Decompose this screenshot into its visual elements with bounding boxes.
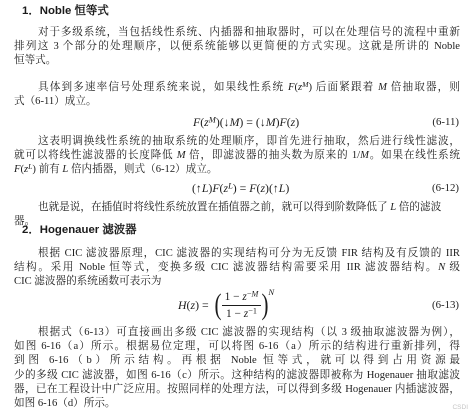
math-symbol: ) xyxy=(295,115,300,129)
inline-text: 就可以将线性滤波器的长度降低 xyxy=(14,150,177,162)
math-symbol: ( xyxy=(200,115,205,129)
math-variable: z xyxy=(290,115,296,129)
equation-number: (6-13) xyxy=(432,299,459,311)
paragraph-line: CIC 滤波器的系统函数可表示为 xyxy=(14,276,162,288)
math-superscript: M xyxy=(208,114,216,125)
paragraph xyxy=(14,135,460,178)
paragraph xyxy=(14,26,460,69)
math-symbol: (↑ xyxy=(192,181,202,195)
math-superscript: L xyxy=(228,180,233,191)
equation-lhs xyxy=(178,297,209,313)
math-symbol: ) = xyxy=(195,298,209,312)
math-variable: z xyxy=(260,181,266,195)
paragraph-line: 如图 6-16（a）所示。根据易位定理，可以将图 6-16（a）所示的结构进行重新排列，得 xyxy=(14,341,460,353)
math-variable: F xyxy=(193,115,201,129)
paragraph-line: 式（6-11）成立。 xyxy=(14,96,97,108)
math-variable: z xyxy=(243,307,249,320)
watermark: CSDI xyxy=(452,404,468,411)
math-symbol: ) xyxy=(275,115,280,129)
equation-number: (6-12) xyxy=(432,182,459,194)
math-variable: H xyxy=(178,298,187,312)
math-symbol: ( xyxy=(219,181,224,195)
paragraph-line xyxy=(14,163,460,177)
math-variable: L xyxy=(62,164,69,176)
math-variable: F xyxy=(287,82,295,93)
math-variable: F xyxy=(279,115,287,129)
fraction-denominator xyxy=(223,306,260,321)
equation xyxy=(178,287,274,323)
paragraph xyxy=(14,81,460,109)
math-symbol: ( xyxy=(286,115,291,129)
paragraph xyxy=(14,201,460,228)
paragraph-line: 排列这 3 个部分的处理顺序，以便系统能够以更简便的方式实现。这就是所讲的 Noble xyxy=(14,41,460,53)
math-symbol: ( xyxy=(294,82,298,93)
paragraph-line: 恒等式。 xyxy=(14,55,57,67)
inline-text: 倍内插器，则式（6-12）成立。 xyxy=(68,164,218,176)
math-variable: F xyxy=(212,181,220,195)
equation-number: (6-11) xyxy=(432,116,459,128)
equation xyxy=(192,180,289,196)
inline-text: 也就是说，在插值时将线性系统放置在插值器之前，就可以得到阶数降低了 xyxy=(38,202,391,213)
math-superscript xyxy=(247,289,258,298)
math-symbol: 1 − xyxy=(225,307,244,320)
math-symbol: ) = (↓ xyxy=(239,115,266,129)
paragraph-line: 到图 6-16（b）所示结构。再根据 Noble 恒等式，就可以得到占用资源最 xyxy=(14,355,460,367)
inline-text: 后面紧跟着 xyxy=(312,82,379,93)
math-symbol: ( xyxy=(20,164,25,176)
math-variable: z xyxy=(190,298,196,312)
math-variable: M xyxy=(360,150,369,162)
paragraph xyxy=(14,326,460,411)
paragraph-line: 根据 CIC 滤波器原理，CIC 滤波器的实现结构可分为无反馈 FIR 结构及有反馈的 IIR xyxy=(38,248,460,259)
math-variable: z xyxy=(223,181,229,195)
math-exponent: N xyxy=(268,287,275,297)
paragraph-line: 对于多级系统，当包括线性系统、内插器和抽取器时，可以在处理信号的流程中重新 xyxy=(38,27,460,38)
math-symbol: ) xyxy=(208,181,213,195)
math-symbol: )(↓ xyxy=(215,115,230,129)
math-variable: z xyxy=(24,164,29,176)
paragraph-line xyxy=(14,81,460,95)
math-variable: M xyxy=(229,115,240,129)
math-symbol: − xyxy=(246,289,252,299)
math-symbol: ) = xyxy=(232,181,250,195)
math-variable: N xyxy=(438,262,446,274)
inline-text: 倍的滤波器。 xyxy=(14,202,442,228)
inline-text: 前有 xyxy=(35,164,63,176)
math-symbol: ) xyxy=(32,164,36,176)
paragraph-line: 这表明调换线性系统的抽取系统的处理顺序，即首先进行抽取，然后进行线性滤波， xyxy=(38,136,460,147)
paragraph-line: 根据式（6-13）可直接画出多级 CIC 滤波器的实现结构（以 3 级抽取滤波器为例）， xyxy=(38,327,460,338)
fraction xyxy=(222,290,262,321)
math-variable: M xyxy=(176,150,186,162)
fraction-numerator xyxy=(222,290,262,306)
inline-text: 倍抽取器，则 xyxy=(387,82,460,93)
paragraph-line: 如图 6-16（d）所示。 xyxy=(14,397,116,409)
math-variable: z xyxy=(297,82,303,93)
left-parenthesis: ( xyxy=(214,288,222,321)
paragraph xyxy=(14,247,460,290)
paragraph-line xyxy=(14,149,460,163)
math-superscript: −1 xyxy=(248,306,257,316)
inline-text: 级 xyxy=(445,262,460,274)
math-variable: M xyxy=(265,115,276,129)
inline-text: 。如果在线性系统 xyxy=(368,150,460,162)
math-variable: L xyxy=(390,202,397,213)
math-variable: F xyxy=(14,164,21,176)
section-heading: 1．Noble 恒等式 xyxy=(22,5,109,17)
math-variable: M xyxy=(378,82,387,93)
paragraph-line xyxy=(14,261,460,275)
math-superscript: L xyxy=(28,162,33,172)
right-parenthesis: ) xyxy=(261,288,269,321)
paragraph-line: 少的多级 CIC 滤波器，如图 6-16（c）所示。这种结构的滤波器即被称为 Hogenauer 抽取滤波 xyxy=(14,369,460,381)
math-variable: z xyxy=(242,290,247,303)
inline-text: 结构。采用 Noble 恒等式，变换多级 CIC 滤波器结构需要采用 IIR 滤波器结构。 xyxy=(14,262,439,274)
math-symbol: ( xyxy=(186,298,191,312)
math-variable: L xyxy=(201,181,209,195)
paragraph-line xyxy=(14,201,460,228)
math-symbol: ( xyxy=(256,181,261,195)
math-symbol: )(↑ xyxy=(265,181,279,195)
math-variable: F xyxy=(249,181,257,195)
inline-text: 具体到多速率信号处理系统来说，如果线性系统 xyxy=(38,82,288,93)
math-symbol: ) xyxy=(308,82,312,93)
math-variable: L xyxy=(278,181,286,195)
math-variable: z xyxy=(204,115,209,129)
math-symbol: 1 − xyxy=(224,290,243,303)
math-superscript: M xyxy=(302,79,309,89)
math-variable: M xyxy=(251,289,259,299)
math-symbol: ) xyxy=(285,181,290,195)
paragraph-line: 器，已在工程设计中广泛应用。按照同样的处理方法，可以得到多级 Hogenauer 内插滤波器， xyxy=(14,383,460,395)
section-heading: 2．Hogenauer 滤波器 xyxy=(22,224,137,236)
equation xyxy=(193,114,299,130)
inline-text: 倍，即滤波器的抽头数为原来的 1/ xyxy=(185,150,361,162)
